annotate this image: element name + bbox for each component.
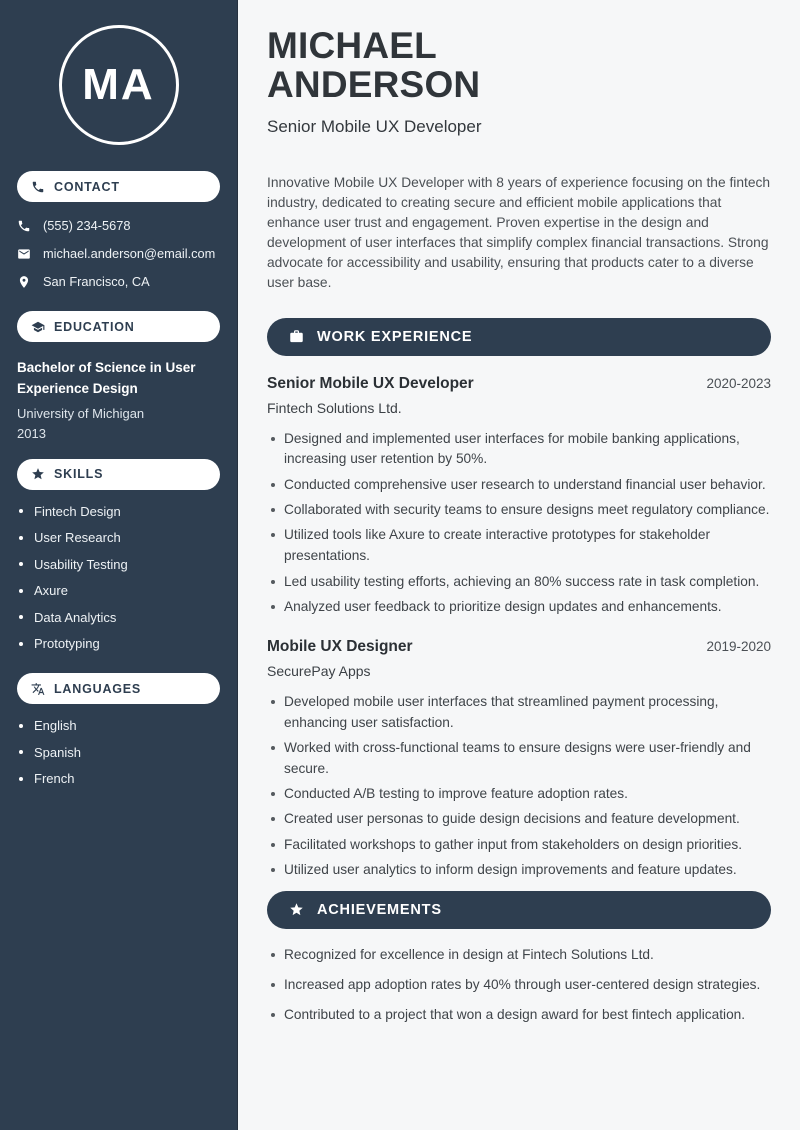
job-bullet-list — [267, 429, 771, 618]
summary-paragraph: Innovative Mobile UX Developer with 8 years of experience focusing on the fintech industry, dedicated to creating secure and efficient mobile applications that enhance user trust and engagement. Proven expertise in the design and development of user interfaces that simplify complex financial transactions. Strong advocate for accessibility and usability, ensuring that products cater to a diverse user base. — [267, 175, 771, 290]
phone-icon — [17, 219, 31, 233]
contact-location-row — [17, 274, 220, 289]
skills-section-header — [17, 459, 220, 490]
skills-list — [19, 504, 220, 652]
achievements-heading: ACHIEVEMENTS — [317, 901, 442, 918]
job-title: Senior Mobile UX Developer — [267, 374, 474, 392]
skill-item: Prototyping — [19, 636, 220, 651]
job-bullet: Designed and implemented user interfaces for mobile banking applications, increasing user retention by 50%. — [267, 429, 771, 471]
briefcase-icon — [289, 329, 304, 344]
job-entry — [267, 375, 771, 618]
translate-icon — [31, 682, 45, 696]
education-section-header — [17, 311, 220, 342]
education-block — [17, 358, 220, 441]
person-name — [267, 26, 771, 104]
achievement-bullet: Recognized for excellence in design at Fintech Solutions Ltd. — [267, 945, 771, 966]
phone-icon — [31, 180, 45, 194]
language-item: English — [19, 718, 220, 733]
contact-section-header — [17, 171, 220, 202]
sidebar — [0, 0, 238, 1130]
language-item: Spanish — [19, 745, 220, 760]
contact-heading: CONTACT — [54, 179, 120, 194]
job-bullet: Facilitated workshops to gather input from stakeholders on design priorities. — [267, 835, 771, 856]
graduation-cap-icon — [31, 320, 45, 334]
main-content — [238, 0, 800, 1130]
star-icon — [289, 902, 304, 917]
education-heading: EDUCATION — [54, 319, 135, 334]
job-company: SecurePay Apps — [267, 662, 371, 679]
languages-heading: LANGUAGES — [54, 681, 142, 696]
job-title: Mobile UX Designer — [267, 637, 413, 655]
job-company: Fintech Solutions Ltd. — [267, 399, 402, 416]
contact-email-row — [17, 246, 220, 261]
skill-item: Data Analytics — [19, 610, 220, 625]
achievements-section-header — [267, 891, 771, 929]
achievement-bullet: Increased app adoption rates by 40% through user-centered design strategies. — [267, 975, 771, 996]
job-bullet: Utilized user analytics to inform design improvements and feature updates. — [267, 860, 771, 881]
job-dates: 2019-2020 — [706, 638, 771, 654]
education-year: 2013 — [17, 425, 46, 441]
mail-icon — [17, 247, 31, 261]
contact-phone-row — [17, 218, 220, 233]
star-icon — [31, 467, 45, 481]
education-degree: Bachelor of Science in User Experience Design — [17, 360, 196, 396]
job-bullet: Developed mobile user interfaces that streamlined payment processing, enhancing user satisfaction. — [267, 692, 771, 734]
job-bullet: Analyzed user feedback to prioritize design updates and enhancements. — [267, 597, 771, 618]
education-school: University of Michigan — [17, 405, 145, 421]
job-header — [267, 375, 771, 393]
job-entry — [267, 638, 771, 881]
job-header — [267, 638, 771, 656]
location-pin-icon — [17, 275, 31, 289]
avatar — [59, 25, 179, 145]
contact-rows — [17, 218, 220, 289]
job-bullet: Led usability testing efforts, achieving an 80% success rate in task completion. — [267, 572, 771, 593]
job-bullet: Created user personas to guide design decisions and feature development. — [267, 809, 771, 830]
job-dates: 2020-2023 — [706, 375, 771, 391]
achievement-bullet: Contributed to a project that won a design award for best fintech application. — [267, 1005, 771, 1026]
first-name: MICHAEL — [267, 25, 437, 66]
job-bullet: Conducted A/B testing to improve feature adoption rates. — [267, 784, 771, 805]
skill-item: Fintech Design — [19, 504, 220, 519]
skill-item: Usability Testing — [19, 557, 220, 572]
job-bullet: Utilized tools like Axure to create interactive prototypes for stakeholder presentations. — [267, 525, 771, 567]
location-value: San Francisco, CA — [43, 274, 150, 289]
email-value: michael.anderson@email.com — [43, 246, 216, 261]
skill-item: Axure — [19, 583, 220, 598]
last-name: ANDERSON — [267, 64, 481, 106]
avatar-wrap — [0, 0, 237, 145]
phone-value: (555) 234-5678 — [43, 218, 131, 233]
skill-item: User Research — [19, 530, 220, 545]
person-title: Senior Mobile UX Developer — [267, 117, 482, 137]
job-bullet: Worked with cross-functional teams to ensure designs were user-friendly and secure. — [267, 738, 771, 780]
skills-heading: SKILLS — [54, 467, 104, 482]
job-bullet-list — [267, 692, 771, 881]
job-bullet: Collaborated with security teams to ensure designs meet regulatory compliance. — [267, 500, 771, 521]
work-experience-section-header — [267, 318, 771, 356]
job-bullet: Conducted comprehensive user research to understand financial user behavior. — [267, 475, 771, 496]
languages-section-header — [17, 673, 220, 704]
language-item: French — [19, 771, 220, 786]
languages-list — [19, 718, 220, 786]
work-experience-heading: WORK EXPERIENCE — [317, 328, 473, 345]
avatar-initials: MA — [82, 60, 155, 109]
achievements-list — [267, 945, 771, 1025]
